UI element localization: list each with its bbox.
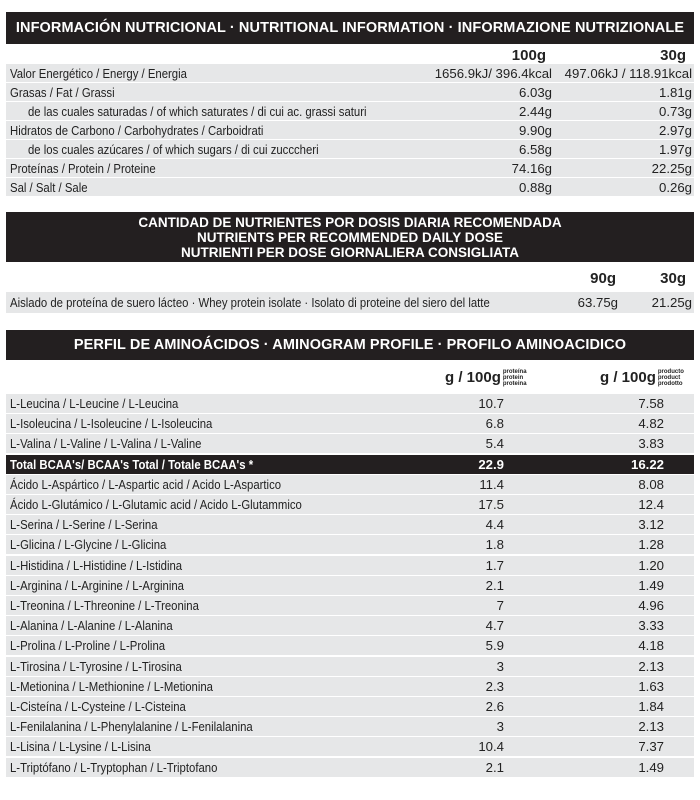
amino-row-v1: 10.4 [478,739,504,755]
dose-row-v1: 63.75g [577,295,618,310]
amino-row-v2: 1.20 [638,557,664,573]
amino-row [6,475,694,495]
amino-row [6,636,694,656]
amino-row-v1: 17.5 [478,497,504,512]
nutrition-row [6,121,694,140]
nutrition-row-v1: 6.58g [518,142,552,157]
amino-row-label: L-Fenilalanina / L-Phenylalanine / L-Fenilalanina [10,719,253,735]
amino-row-v1: 4.7 [485,618,504,634]
amino-row-v1: 4.4 [485,517,504,533]
amino-title: PERFIL DE AMINOÁCIDOS · AMINOGRAM PROFILE · PROFILO AMINOACIDICO [6,330,694,360]
amino-row-v2: 7.58 [638,396,664,411]
nutrition-row-v1: 1656.9kJ/ 396.4kcal [434,66,552,81]
nutrition-row-label: de las cuales saturadas / of which saturates / di cui ac. grassi saturi [28,104,367,119]
nutrition-row-v2: 0.26g [658,180,692,195]
dose-col-90g: 90g [590,270,616,287]
amino-row-v2: 2.13 [638,658,664,674]
amino-row-v1: 3 [496,719,504,735]
amino-row [6,515,694,535]
amino-row-v2: 1.28 [638,537,664,553]
amino-row-v2: 4.18 [638,638,664,654]
amino-row [6,677,694,697]
amino-row-label: L-Prolina / L-Proline / L-Prolina [10,638,166,654]
amino-row-label: L-Glicina / L-Glycine / L-Glicina [10,537,167,553]
amino-col-product [600,369,700,387]
nutrition-row-label: de los cuales azúcares / of which sugars / di cui zucccheri [28,142,319,157]
nutrition-row-v2: 1.81g [658,85,692,100]
nutrition-title: INFORMACIÓN NUTRICIONAL · NUTRITIONAL INFORMATION · INFORMAZIONE NUTRIZIONALE [6,12,694,44]
nutrition-row [6,159,694,178]
amino-row-v2: 3.83 [638,436,664,452]
amino-row-v1: 22.9 [478,456,504,472]
amino-row-v2: 1.49 [638,759,664,775]
amino-row-label: L-Isoleucina / L-Isoleucine / L-Isoleucina [10,416,213,432]
amino-col-product-label: g / 100g [600,369,656,386]
amino-row-v2: 12.4 [638,497,664,512]
amino-row-v1: 2.1 [485,577,504,593]
dose-title-it: NUTRIENTI PER DOSE GIORNALIERA CONSIGLIATA [180,245,519,260]
nutrition-row-v1: 6.03g [518,85,552,100]
amino-row-v2: 4.96 [638,598,664,613]
amino-row-v1: 5.4 [485,436,504,452]
nutrition-row [6,102,694,121]
amino-row-v2: 1.49 [638,577,664,593]
amino-total-row [6,455,694,475]
amino-row [6,758,694,778]
amino-row-label: L-Arginina / L-Arginine / L-Arginina [10,577,185,593]
amino-row-label: L-Tirosina / L-Tyrosine / L-Tirosina [10,658,182,674]
nutrition-row [6,64,694,83]
amino-row-v2: 8.08 [638,476,664,492]
nutrition-row-label: Valor Energético / Energy / Energia [10,66,187,81]
amino-row-v1: 10.7 [478,396,504,411]
nutrition-row-v2: 2.97g [658,123,692,138]
nutrition-row-label: Hidratos de Carbono / Carbohydrates / Carboidrati [10,123,264,138]
nutrition-row-label: Grasas / Fat / Grassi [10,85,115,100]
amino-row [6,394,694,414]
amino-row-v1: 2.3 [485,678,504,694]
amino-row-label: L-Triptófano / L-Tryptophan / L-Triptofano [10,759,218,775]
nutrition-row-v2: 0.73g [658,104,692,119]
nutrition-row-v2: 22.25g [651,161,692,176]
amino-row-label: L-Leucina / L-Leucine / L-Leucina [10,396,179,411]
nutrition-row [6,140,694,159]
amino-row-v1: 3 [496,658,504,674]
amino-row-v2: 7.37 [638,739,664,755]
amino-row-v1: 6.8 [485,416,504,432]
dose-row [6,292,694,314]
nutrition-row-v2: 1.97g [658,142,692,157]
amino-row [6,717,694,737]
amino-row-v1: 7 [496,598,504,613]
nutrition-row-v1: 9.90g [518,123,552,138]
amino-row [6,737,694,757]
amino-row [6,616,694,636]
amino-row-v1: 11.4 [479,476,504,492]
amino-row [6,556,694,576]
amino-row [6,576,694,596]
dose-title [6,212,694,262]
dose-row-v2: 21.25g [651,295,692,310]
amino-row-label: Total BCAA's/ BCAA's Total / Totale BCAA's * [10,456,254,472]
nutrition-row-v1: 74.16g [511,161,552,176]
dose-title-es: CANTIDAD DE NUTRIENTES POR DOSIS DIARIA RECOMENDADA [138,215,562,230]
amino-row-v2: 16.22 [630,456,664,472]
amino-row-label: Ácido L-Aspártico / L-Aspartic acid / Acido L-Aspartico [10,476,282,492]
nutrition-col-30g: 30g [660,47,686,64]
nutrition-row-v2: 497.06kJ / 118.91kcal [564,66,692,81]
amino-row-v1: 1.8 [485,537,504,553]
amino-row-v1: 5.9 [485,638,504,654]
amino-row-v1: 2.1 [485,759,504,775]
amino-row-label: L-Valina / L-Valine / L-Valina / L-Valine [10,436,202,452]
amino-col-protein-sub: proteína protein proteina [502,369,527,387]
amino-row-v2: 4.82 [638,416,664,432]
amino-row [6,414,694,434]
nutrition-row-v1: 0.88g [518,180,552,195]
dose-title-en: NUTRIENTS PER RECOMMENDED DAILY DOSE [196,230,504,245]
amino-row-label: L-Metionina / L-Methionine / L-Metionina [10,678,214,694]
amino-row-label: Ácido L-Glutámico / L-Glutamic acid / Acido L-Glutammico [10,497,302,512]
amino-row [6,434,694,454]
nutrition-row [6,178,694,197]
nutrition-row [6,83,694,102]
amino-row-label: L-Lisina / L-Lysine / L-Lisina [10,739,151,755]
amino-col-protein-label: g / 100g [445,369,501,386]
amino-row-label: L-Treonina / L-Threonine / L-Treonina [10,598,199,613]
amino-row-v2: 1.84 [638,699,664,714]
amino-row-v1: 1.7 [485,557,504,573]
amino-row-label: L-Serina / L-Serine / L-Serina [10,517,158,533]
amino-row-v2: 2.13 [638,719,664,735]
nutrition-row-label: Proteínas / Protein / Proteine [10,161,156,176]
amino-row-label: L-Cisteína / L-Cysteine / L-Cisteina [10,699,186,714]
nutrition-row-label: Sal / Salt / Sale [10,180,88,195]
amino-row [6,495,694,515]
amino-row [6,657,694,677]
amino-row-v1: 2.6 [485,699,504,714]
dose-row-label: Aislado de proteína de suero lácteo · Whey protein isolate · Isolato di proteine del siero del latte [10,295,490,310]
amino-row-v2: 1.63 [638,678,664,694]
amino-row-v2: 3.33 [638,618,664,634]
amino-row-label: L-Alanina / L-Alanine / L-Alanina [10,618,173,634]
amino-col-product-sub: producto product prodotto [657,369,684,387]
amino-row-label: L-Histidina / L-Histidine / L-Istidina [10,557,183,573]
dose-col-30g: 30g [660,270,686,287]
amino-col-protein [445,369,555,387]
amino-row [6,535,694,555]
amino-row [6,596,694,616]
nutrition-col-100g: 100g [511,47,546,64]
nutrition-row-v1: 2.44g [518,104,552,119]
amino-row [6,697,694,717]
amino-row-v2: 3.12 [638,517,664,533]
